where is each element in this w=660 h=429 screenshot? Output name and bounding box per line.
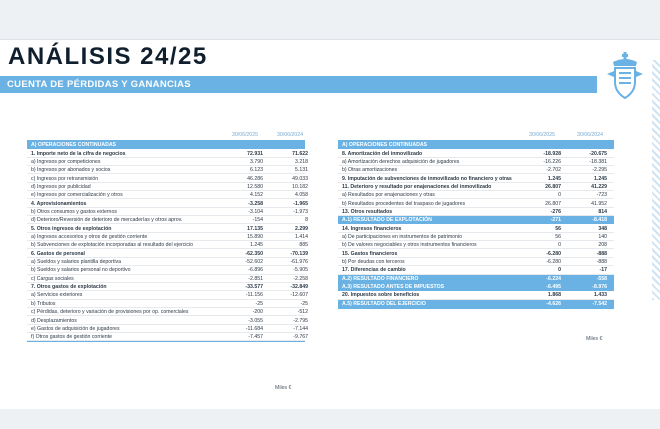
value-2024: -512 xyxy=(297,309,308,316)
table-row xyxy=(338,216,614,224)
row-label: a) Sueldos y salarios plantilla deportiva xyxy=(31,259,121,266)
value-2025: -154 xyxy=(252,217,263,224)
left-table-header xyxy=(27,131,305,140)
value-2025: 26.807 xyxy=(545,184,561,191)
value-2025: 3.790 xyxy=(250,158,263,165)
value-2024: 140 xyxy=(598,234,607,241)
table-row xyxy=(27,308,308,316)
value-2024: 41.229 xyxy=(591,184,607,191)
value-2024: -888 xyxy=(596,250,607,257)
row-label: b) Subvenciones de explotación incorporadas al resultado del ejercicio xyxy=(31,242,194,249)
table-row xyxy=(338,208,614,216)
value-2025: 56 xyxy=(555,234,561,241)
value-2024: -2.795 xyxy=(293,317,308,324)
value-2025: -200 xyxy=(252,309,263,316)
value-2024: 208 xyxy=(598,242,607,249)
value-2025: -2.851 xyxy=(248,275,263,282)
value-2025: -7.457 xyxy=(248,334,263,341)
row-label: 1. Importe neto de la cifra de negocios xyxy=(31,150,126,157)
left-table-body xyxy=(27,140,308,342)
value-2025: 1.245 xyxy=(250,242,263,249)
table-row xyxy=(338,266,614,274)
row-label: c) Cargas sociales xyxy=(31,275,74,282)
units-note: Miles € xyxy=(586,336,603,342)
table-row xyxy=(27,291,308,299)
value-2024: -17 xyxy=(599,267,607,274)
value-2024: 5.131 xyxy=(295,167,308,174)
table-row xyxy=(338,249,614,257)
table-row xyxy=(27,191,308,199)
table-row xyxy=(338,241,614,249)
row-label: A.1) RESULTADO DE EXPLOTACIÓN xyxy=(342,217,432,224)
value-2025: 56 xyxy=(555,225,561,232)
table-row xyxy=(338,300,614,308)
units-note: Miles € xyxy=(275,385,292,391)
value-2024: -9.767 xyxy=(293,334,308,341)
value-2024: 2.299 xyxy=(295,225,308,232)
value-2024: 348 xyxy=(598,225,607,232)
row-label: b) Sueldos y salarios personal no deportivo xyxy=(31,267,131,274)
value-2025: 1.245 xyxy=(548,175,561,182)
value-2025: 26.807 xyxy=(545,200,561,207)
row-label: b) Otros consumos y gastos externos xyxy=(31,209,117,216)
bottom-band xyxy=(0,409,660,429)
value-2025: 72.931 xyxy=(247,150,263,157)
value-2025: -52.602 xyxy=(245,259,263,266)
decorative-side-pattern xyxy=(652,60,660,300)
row-label: 5. Otros ingresos de explotación xyxy=(31,225,112,232)
table-row xyxy=(338,141,614,149)
page-title: ANÁLISIS 24/25 xyxy=(8,43,208,70)
table-row xyxy=(27,224,308,232)
row-label: f) Otros gastos de gestión corriente xyxy=(31,334,113,341)
table-row xyxy=(27,208,308,216)
row-label: b) Por deudas con terceros xyxy=(342,259,405,266)
table-row xyxy=(27,166,308,174)
table-row xyxy=(27,300,308,308)
row-label: 8. Amortización del inmovilizado xyxy=(342,150,423,157)
row-label: 20. Impuestos sobre beneficios xyxy=(342,292,420,299)
row-label: b) Resultados procedentes del traspaso de jugadores xyxy=(342,200,466,207)
table-row xyxy=(27,233,308,241)
row-label: d) Deterioro/Reversión de deterioro de mercaderías y otros aprov. xyxy=(31,217,183,224)
row-label: 4. Aprovisionamientos xyxy=(31,200,87,207)
value-2024: 71.622 xyxy=(292,150,308,157)
value-2024: 885 xyxy=(299,242,308,249)
row-label: 7. Otros gastos de explotación xyxy=(31,284,107,291)
table-row xyxy=(27,283,308,291)
row-label: 13. Otros resultados xyxy=(342,209,393,216)
value-2024: -8.976 xyxy=(592,284,607,291)
table-row xyxy=(27,275,308,283)
table-row xyxy=(27,216,308,224)
value-2024: 41.952 xyxy=(591,200,607,207)
column-2024-header: 30/06/2024 xyxy=(577,132,603,138)
row-label: 11. Deterioro y resultado por enajenaciones del inmovilizado xyxy=(342,184,492,191)
table-row xyxy=(27,141,305,149)
row-label: d) Desplazamientos xyxy=(31,317,77,324)
value-2025: -16.226 xyxy=(543,158,561,165)
right-income-table xyxy=(338,131,614,342)
row-label: A.2) RESULTADO FINANCIERO xyxy=(342,275,419,282)
table-row xyxy=(27,316,308,324)
table-row xyxy=(27,333,308,341)
top-band xyxy=(0,0,660,40)
value-2024: -723 xyxy=(596,192,607,199)
table-row xyxy=(338,191,614,199)
column-2025-header: 30/06/2025 xyxy=(529,132,555,138)
table-row xyxy=(27,174,308,182)
value-2024: 8 xyxy=(305,217,308,224)
value-2024: 10.182 xyxy=(292,184,308,191)
value-2025: 0 xyxy=(558,267,561,274)
value-2025: -6.896 xyxy=(248,267,263,274)
table-row xyxy=(338,233,614,241)
row-label: b) Otras amortizaciones xyxy=(342,167,398,174)
value-2025: 15.890 xyxy=(247,234,263,241)
value-2024: -2.295 xyxy=(592,167,607,174)
table-row xyxy=(338,224,614,232)
row-label: c) Ingresos por retransmisión xyxy=(31,175,99,182)
row-label: 9. Imputación de subvenciones de inmovilizado no financiero y otras xyxy=(342,175,512,182)
row-label: a) Ingresos por competiciones xyxy=(31,158,101,165)
value-2024: -12.607 xyxy=(290,292,308,299)
value-2025: -25 xyxy=(255,300,263,307)
row-label: 15. Gastos financieros xyxy=(342,250,398,257)
value-2025: -33.577 xyxy=(245,284,263,291)
value-2025: -271 xyxy=(550,217,561,224)
row-label: e) Ingresos por comercialización y otros xyxy=(31,192,123,199)
value-2025: 46.286 xyxy=(247,175,263,182)
table-row xyxy=(338,291,614,299)
table-row xyxy=(27,149,308,157)
value-2024: 814 xyxy=(598,209,607,216)
right-table-body xyxy=(338,140,614,309)
value-2025: -3.258 xyxy=(248,200,263,207)
table-row xyxy=(338,166,614,174)
value-2025: -62.350 xyxy=(245,250,263,257)
value-2024: -1.965 xyxy=(293,200,308,207)
table-row xyxy=(338,283,614,291)
value-2025: 6.123 xyxy=(250,167,263,174)
value-2025: -3.055 xyxy=(248,317,263,324)
value-2024: -18.381 xyxy=(589,158,607,165)
value-2024: 1.433 xyxy=(594,292,607,299)
value-2025: -2.702 xyxy=(546,167,561,174)
row-label: a) Resultados por enajenaciones y otras xyxy=(342,192,435,199)
row-label: b) Tributos xyxy=(31,300,56,307)
value-2025: -6.280 xyxy=(546,259,561,266)
value-2024: -7.542 xyxy=(592,300,607,307)
row-label: d) Ingresos por publicidad xyxy=(31,184,91,191)
value-2024: -2.258 xyxy=(293,275,308,282)
table-row xyxy=(27,158,308,166)
value-2024: -32.849 xyxy=(290,284,308,291)
row-label: A.5) RESULTADO DEL EJERCICIO xyxy=(342,300,426,307)
value-2025: 17.135 xyxy=(247,225,263,232)
value-2024: -1.973 xyxy=(293,209,308,216)
right-table-header xyxy=(338,131,614,140)
row-label: c) Pérdidas, deterioro y variación de provisiones por op. comerciales xyxy=(31,309,189,316)
table-row xyxy=(338,149,614,157)
table-row xyxy=(27,199,308,207)
value-2024: -5.905 xyxy=(293,267,308,274)
row-label: 17. Diferencias de cambio xyxy=(342,267,406,274)
table-row xyxy=(338,275,614,283)
value-2024: -8.418 xyxy=(592,217,607,224)
value-2024: -7.144 xyxy=(293,325,308,332)
value-2024: -888 xyxy=(596,259,607,266)
value-2025: -11.156 xyxy=(245,292,263,299)
value-2025: -18.928 xyxy=(543,150,561,157)
row-label: a) Ingresos accesorios y otros de gestión corriente xyxy=(31,234,148,241)
value-2024: -70.139 xyxy=(290,250,308,257)
left-income-table xyxy=(27,131,308,391)
value-2025: 0 xyxy=(558,242,561,249)
value-2025: -6.224 xyxy=(546,275,561,282)
table-row xyxy=(338,199,614,207)
table-row xyxy=(27,183,308,191)
value-2025: -276 xyxy=(550,209,561,216)
value-2024: -20.675 xyxy=(589,150,607,157)
value-2025: -6.280 xyxy=(546,250,561,257)
row-label: a) De participaciones en instrumentos de patrimonio xyxy=(342,234,462,241)
value-2024: 1.245 xyxy=(594,175,607,182)
table-row xyxy=(338,183,614,191)
value-2025: 0 xyxy=(558,192,561,199)
section-subtitle: CUENTA DE PÉRDIDAS Y GANANCIAS xyxy=(0,76,597,93)
row-label: 14. Ingresos financieros xyxy=(342,225,402,232)
table-row xyxy=(27,325,308,333)
value-2025: -6.495 xyxy=(546,284,561,291)
table-row xyxy=(338,174,614,182)
value-2025: -11.684 xyxy=(245,325,263,332)
row-label: A) OPERACIONES CONTINUADAS xyxy=(31,142,117,149)
value-2024: 3.218 xyxy=(295,158,308,165)
row-label: e) Gastos de adquisición de jugadores xyxy=(31,325,120,332)
value-2025: 1.868 xyxy=(548,292,561,299)
table-row xyxy=(27,249,308,257)
table-row xyxy=(338,158,614,166)
column-2025-header: 30/06/2025 xyxy=(232,132,258,138)
row-label: 6. Gastos de personal xyxy=(31,250,85,257)
value-2025: 12.580 xyxy=(247,184,263,191)
value-2024: -25 xyxy=(300,300,308,307)
row-label: b) Ingresos por abonados y socios xyxy=(31,167,111,174)
value-2025: -3.104 xyxy=(248,209,263,216)
table-row xyxy=(27,266,308,274)
table-row xyxy=(27,258,308,266)
row-label: b) De valores negociables y otros instrumentos financieros xyxy=(342,242,477,249)
row-label: a) Amortización derechos adquisición de jugadores xyxy=(342,158,460,165)
column-2024-header: 30/06/2024 xyxy=(277,132,303,138)
value-2024: -558 xyxy=(596,275,607,282)
row-label: A.3) RESULTADO ANTES DE IMPUESTOS xyxy=(342,284,445,291)
value-2024: 4.058 xyxy=(295,192,308,199)
row-label: a) Servicios exteriores xyxy=(31,292,83,299)
row-label: A) OPERACIONES CONTINUADAS xyxy=(342,142,428,149)
club-crest-icon xyxy=(605,52,645,100)
value-2025: -4.626 xyxy=(546,300,561,307)
table-row xyxy=(338,258,614,266)
value-2024: 1.414 xyxy=(295,234,308,241)
table-row xyxy=(27,241,308,249)
value-2024: 49.033 xyxy=(292,175,308,182)
value-2024: -61.976 xyxy=(290,259,308,266)
value-2025: 4.152 xyxy=(250,192,263,199)
